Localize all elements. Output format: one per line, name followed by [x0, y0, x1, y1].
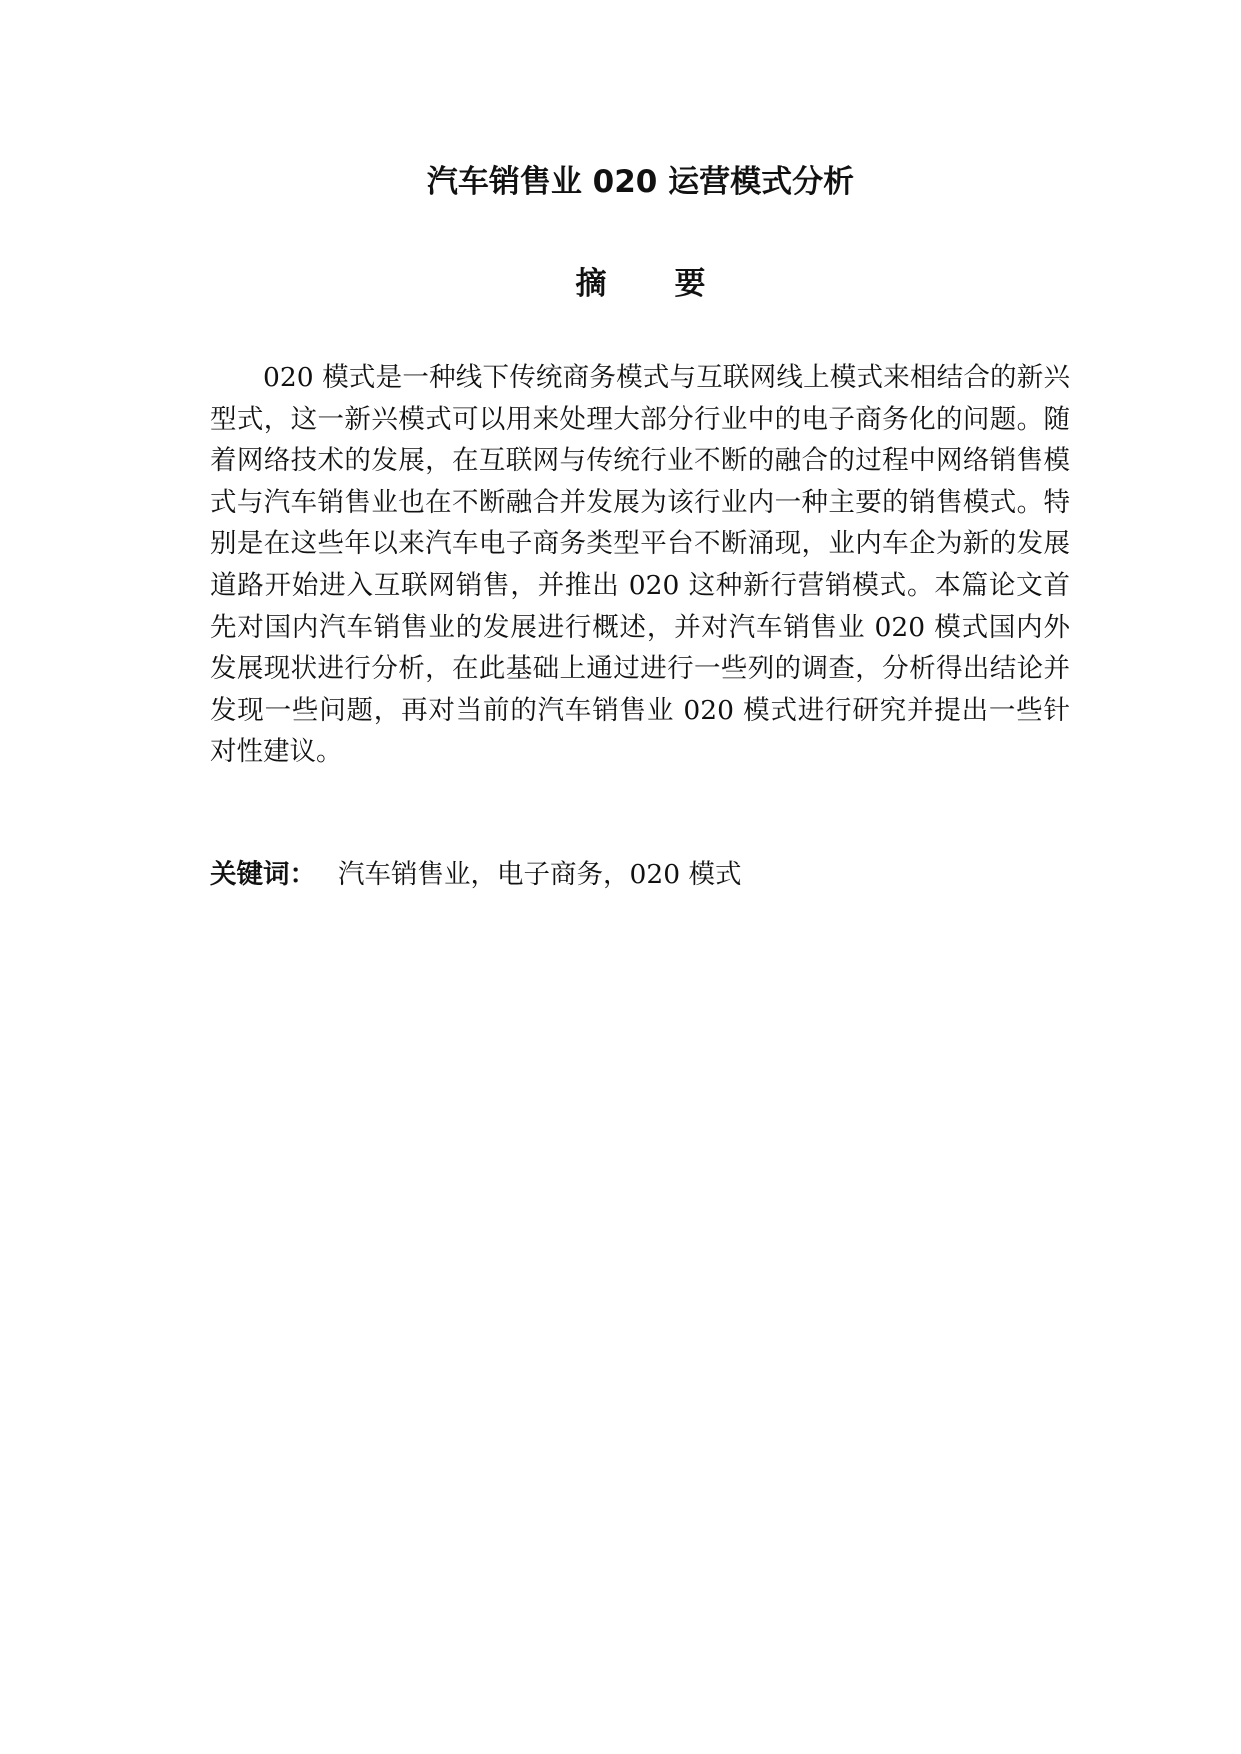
- paper-title: 汽车销售业 020 运营模式分析: [426, 164, 855, 200]
- keywords-line: [210, 855, 1070, 895]
- keywords-label: 关键词：: [210, 859, 316, 890]
- keywords-text: 汽车销售业，电子商务，020 模式: [338, 859, 742, 890]
- abstract-paragraph: 020 模式是一种线下传统商务模式与互联网线上模式来相结合的新兴型式，这一新兴模式可以用来处理大部分行业中的电子商务化的问题。随着网络技术的发展，在互联网与传统行业不断的融合的过程中网络销售模式与汽车销售业也在不断融合并发展为该行业内一种主要的销售模式。特别是在这些年以来汽车电子商务类型平台不断涌现，业内车企为新的发展道路开始进入互联网销售，并推出 020 这种新行营销模式。本篇论文首先对国内汽车销售业的发展进行概述，并对汽车销售业 020 模式国内外发展现状进行分析，在此基础上通过进行一些列的调查，分析得出结论并发现一些问题，再对当前的汽车销售业 020 模式进行研究并提出一些针对性建议。: [210, 362, 1070, 768]
- abstract-heading: 摘要: [575, 266, 774, 302]
